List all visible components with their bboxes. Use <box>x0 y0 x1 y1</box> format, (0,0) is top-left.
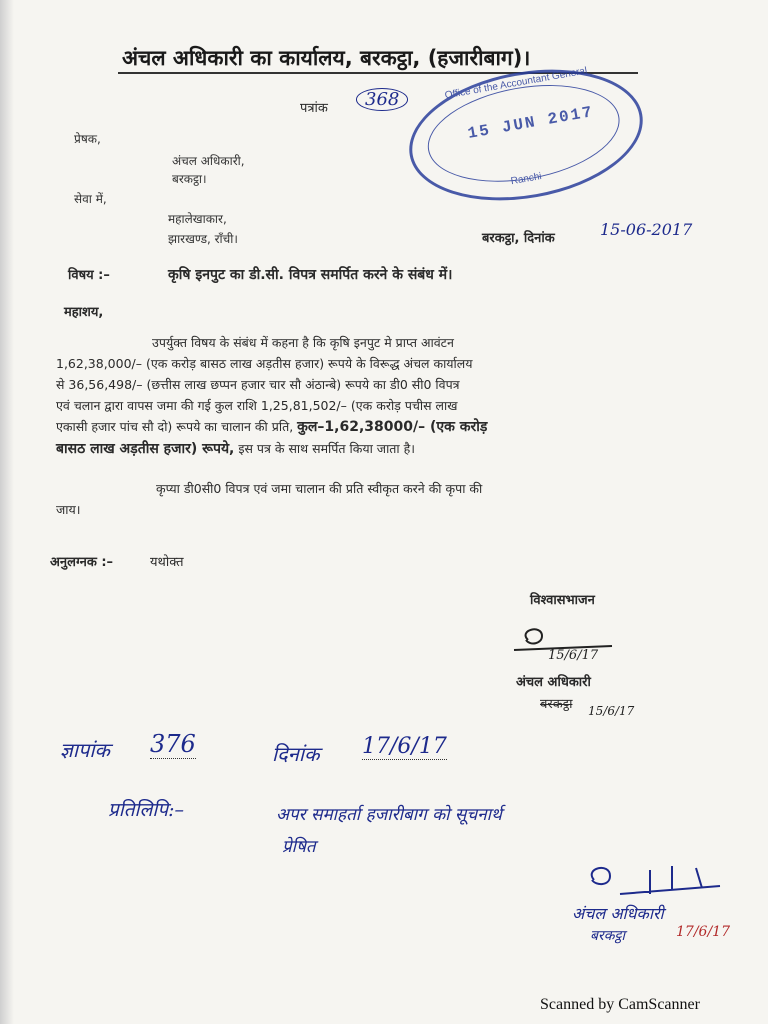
para1-line: से 36,56,498/– (छत्तीस लाख छप्पन हजार चार सौ अंठान्बे) रूपये का डी0 सी0 विपत्र <box>56 377 460 392</box>
salutation: महाशय, <box>64 305 104 320</box>
sender-label: प्रेषक, <box>74 132 101 146</box>
signature-date: 15/6/17 <box>548 648 599 663</box>
accountant-general-seal <box>399 52 653 217</box>
enclosure-label: अनुलग्नक :– <box>50 555 114 570</box>
memo-date-label: दिनांक <box>272 742 320 766</box>
seal-date: 15 JUN 2017 <box>466 103 596 143</box>
body-paragraph-2 <box>56 478 706 520</box>
recipient-line1: महालेखाकार, <box>168 212 227 226</box>
para1-line <box>56 416 706 438</box>
para1-line: एवं चलान द्वारा वापस जमा की गई कुल राशि 1,25,81,502/– (एक करोड़ पचीस लाख <box>56 398 458 413</box>
copy-label: प्रतिलिपि:– <box>108 799 184 821</box>
place-date-label: बरकट्ठा, दिनांक <box>482 231 555 246</box>
body-paragraph-1 <box>56 332 706 460</box>
seal-bottom-text: Ranchi <box>509 171 543 188</box>
enclosure-value: यथोक्त <box>150 555 184 570</box>
bottom-sign-place: बरकट्ठा <box>590 928 625 944</box>
patrank-value: 368 <box>356 88 408 111</box>
para1-line5-start: एकासी हजार पांच सौ दो) रूपये का चालान की प्रति, <box>56 419 294 434</box>
para1-line6-end: इस पत्र के साथ समर्पित किया जाता है। <box>238 441 416 456</box>
signatory-title: अंचल अधिकारी <box>516 675 591 690</box>
patrank-label: पत्रांक <box>300 101 328 116</box>
copy-text-line2: प्रेषित <box>282 837 316 857</box>
bottom-sign-date: 17/6/17 <box>676 924 730 940</box>
subject-label: विषय :– <box>68 268 110 283</box>
para2-line: जाय। <box>56 502 81 517</box>
memo-label: ज्ञापांक <box>60 738 110 762</box>
sender-line1: अंचल अधिकारी, <box>172 154 245 168</box>
letter-date: 15-06-2017 <box>600 220 693 239</box>
recipient-line2: झारखण्ड, राँची। <box>168 232 238 246</box>
recipient-label: सेवा में, <box>74 192 107 206</box>
bottom-sign-title: अंचल अधिकारी <box>572 904 664 923</box>
signatory-place: बरकट्ठा <box>540 697 573 712</box>
page-edge-shadow <box>0 0 14 1024</box>
seal-top-text: Office of the Accountant General <box>444 65 589 102</box>
para1-line <box>56 438 706 460</box>
scanner-watermark: Scanned by CamScanner <box>540 996 700 1013</box>
para1-total-words: बासठ लाख अड़तीस हजार) रूपये, <box>56 441 235 457</box>
para1-total-amount: कुल–1,62,38000/– (एक करोड़ <box>297 419 488 435</box>
memo-date: 17/6/17 <box>362 734 447 759</box>
subject-text: कृषि इनपुट का डी.सी. विपत्र समर्पित करने के संबंध में। <box>168 267 453 283</box>
office-heading: अंचल अधिकारी का कार्यालय, बरकट्ठा, (हजारीबाग)। <box>122 46 531 70</box>
closing-text: विश्वासभाजन <box>530 593 595 608</box>
para2-line: कृप्या डी0सी0 विपत्र एवं जमा चालान की प्रति स्वीकृत करने की कृपा की <box>156 481 483 496</box>
memo-number: 376 <box>150 730 196 758</box>
copy-text-line1: अपर समाहर्ता हजारीबाग को सूचनार्थ <box>276 805 502 825</box>
signatory-initial-date: 15/6/17 <box>588 704 635 718</box>
sender-line2: बरकट्ठा। <box>172 172 207 186</box>
para1-line: 1,62,38,000/– (एक करोड़ बासठ लाख अड़तीस हजार) रूपये के विरूद्ध अंचल कार्यालय <box>56 356 473 371</box>
para1-line: उपर्युक्त विषय के संबंध में कहना है कि कृषि इनपुट मे प्राप्त आवंटन <box>152 335 454 350</box>
